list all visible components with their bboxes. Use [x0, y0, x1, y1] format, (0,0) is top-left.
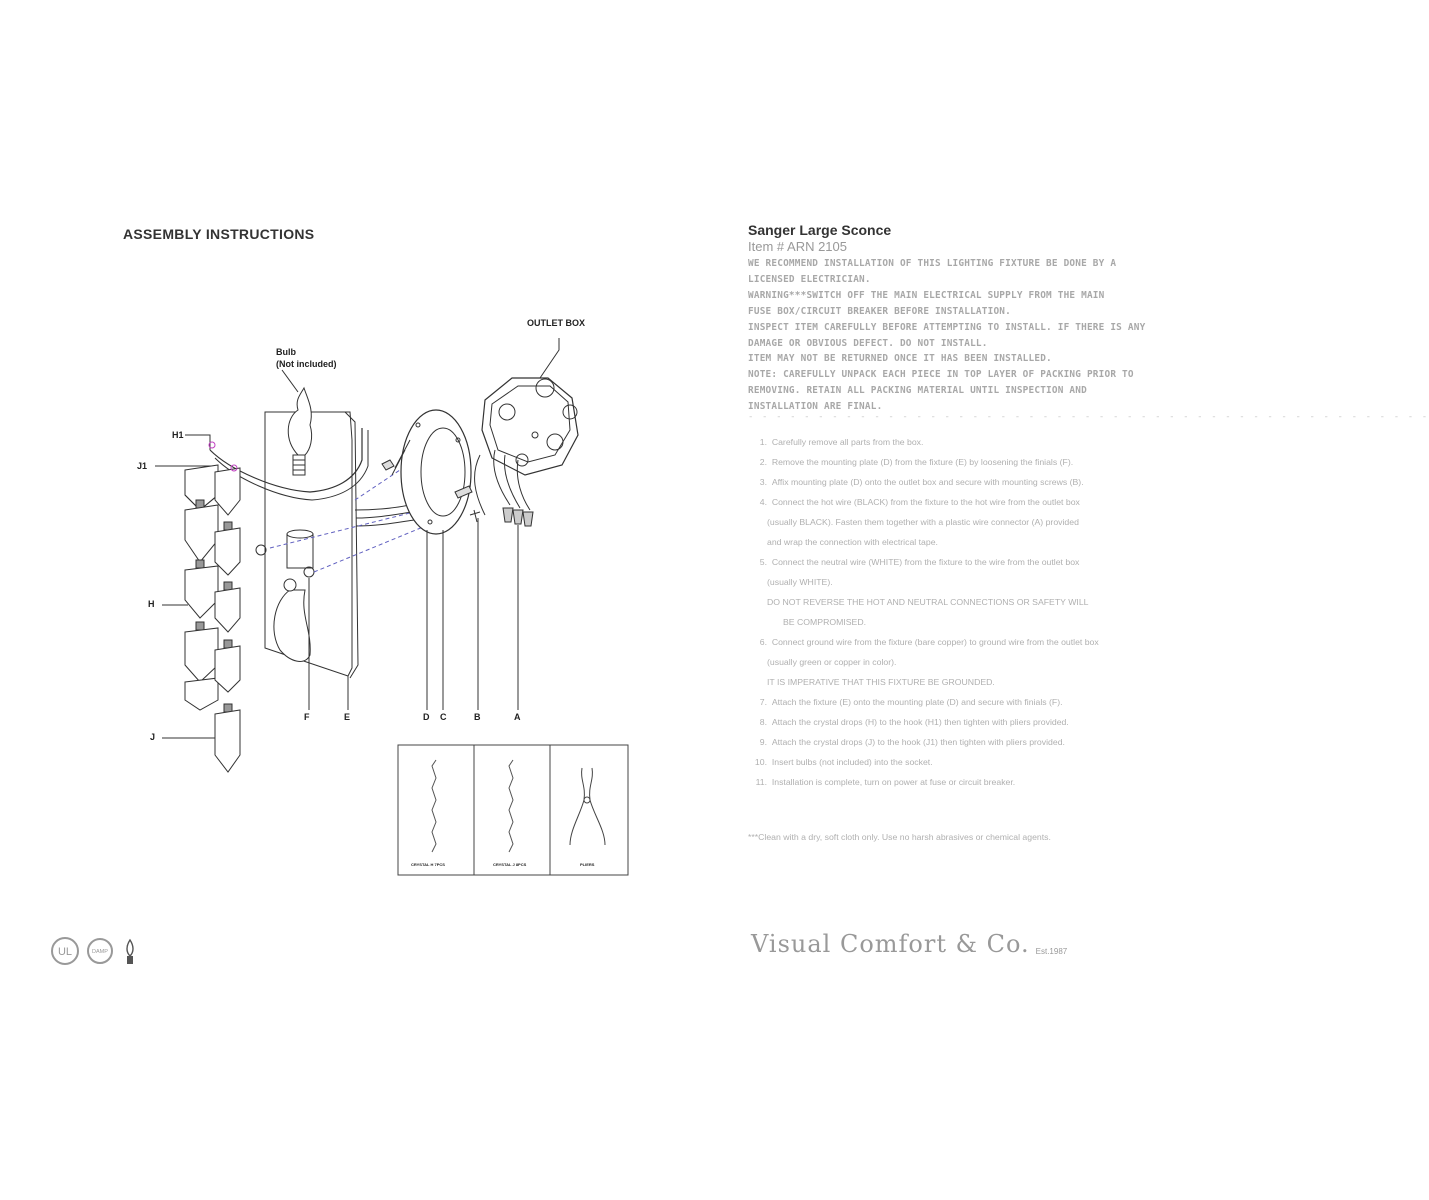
step-text: Attach the fixture (E) onto the mounting plate (D) and secure with finials (F).	[771, 697, 1063, 708]
step-text: Attach the crystal drops (J) to the hook (J1) then tighten with pliers provided.	[771, 737, 1065, 748]
step-text: Connect the neutral wire (WHITE) from the fixture to the wire from the outlet box	[771, 557, 1080, 568]
exploded-view-drawing	[100, 300, 640, 890]
brand-est: Est.1987	[1035, 947, 1068, 956]
step-number: 8.	[759, 717, 767, 728]
step-continuation: and wrap the connection with electrical tape.	[767, 537, 938, 548]
label-e: E	[344, 712, 351, 722]
warning-line: NOTE: CAREFULLY UNPACK EACH PIECE IN TOP LAYER OF PACKING PRIOR TO	[748, 369, 1134, 381]
step-item	[748, 712, 1188, 732]
step-number: 10.	[754, 757, 767, 768]
ul-text: UL	[57, 946, 73, 958]
cleaning-note: ***Clean with a dry, soft cloth only. Use no harsh abrasives or chemical agents.	[748, 832, 1051, 843]
label-c: C	[440, 712, 447, 722]
step-number: 7.	[759, 697, 767, 708]
assembly-diagram	[100, 300, 640, 890]
step-number: 5.	[759, 557, 767, 568]
step-number: 6.	[759, 637, 767, 648]
label-f: F	[304, 712, 310, 722]
damp-text: DAMP	[92, 949, 108, 955]
warning-line: WARNING***SWITCH OFF THE MAIN ELECTRICAL SUPPLY FROM THE MAIN	[748, 289, 1105, 301]
step-item	[748, 452, 1188, 472]
label-outlet-box: OUTLET BOX	[527, 318, 585, 328]
warning-line: LICENSED ELECTRICIAN.	[748, 273, 871, 285]
step-text: Insert bulbs (not included) into the socket.	[771, 757, 933, 768]
step-continuation: IT IS IMPERATIVE THAT THIS FIXTURE BE GROUNDED.	[767, 677, 995, 688]
step-number: 3.	[759, 477, 767, 488]
step-continuation: BE COMPROMISED.	[783, 617, 867, 628]
step-number: 1.	[759, 437, 767, 448]
item-number: Item # ARN 2105	[748, 239, 847, 254]
label-j1: J1	[137, 461, 148, 471]
label-a: A	[514, 712, 521, 722]
step-text: Attach the crystal drops (H) to the hook (H1) then tighten with pliers provided.	[771, 717, 1069, 728]
dashed-divider: - - - - - - - - - - - - - - - - - - - - - - - - - - - - - - - - - - - - - - - - - - - - - - - - -	[748, 412, 1429, 423]
warning-line: DAMAGE OR OBVIOUS DEFECT. DO NOT INSTALL.	[748, 337, 988, 349]
step-item	[748, 732, 1188, 752]
label-bulb: Bulb	[276, 347, 296, 357]
product-name: Sanger Large Sconce	[748, 222, 892, 238]
label-b: B	[474, 712, 481, 722]
step-item	[748, 632, 1188, 652]
step-continuation: (usually green or copper in color).	[767, 657, 897, 668]
crystal-chain-h	[185, 465, 218, 710]
parts-table	[398, 745, 628, 875]
step-item	[748, 552, 1188, 572]
brand-logo	[751, 930, 1067, 958]
label-h: H	[148, 599, 155, 609]
warning-line: INSPECT ITEM CAREFULLY BEFORE ATTEMPTING TO INSTALL. IF THERE IS ANY	[748, 321, 1146, 333]
part-crystal-j: CRYSTAL J 8PCS	[493, 862, 527, 867]
warnings-block	[748, 256, 1188, 415]
step-text: Connect ground wire from the fixture (bare copper) to ground wire from the outlet box	[771, 637, 1099, 648]
step-item	[748, 492, 1188, 512]
warning-line: FUSE BOX/CIRCUIT BREAKER BEFORE INSTALLATION.	[748, 305, 1011, 317]
step-item	[748, 772, 1188, 792]
step-number: 11.	[755, 777, 767, 788]
warning-line: ITEM MAY NOT BE RETURNED ONCE IT HAS BEEN INSTALLED.	[748, 353, 1052, 365]
step-number: 4.	[759, 497, 767, 508]
step-number: 2.	[759, 457, 767, 468]
step-item	[748, 692, 1188, 712]
step-number: 9.	[759, 737, 767, 748]
step-text: Carefully remove all parts from the box.	[771, 437, 924, 448]
step-text: Remove the mounting plate (D) from the fixture (E) by loosening the finials (F).	[771, 457, 1074, 468]
instructions-column	[748, 222, 1429, 843]
label-h1: H1	[172, 430, 184, 440]
step-text: Affix mounting plate (D) onto the outlet box and secure with mounting screws (B).	[771, 477, 1084, 488]
warning-line: WE RECOMMEND INSTALLATION OF THIS LIGHTING FIXTURE BE DONE BY A	[748, 258, 1117, 269]
step-item	[748, 472, 1188, 492]
warning-line: INSTALLATION ARE FINAL.	[748, 401, 883, 413]
label-d: D	[423, 712, 430, 722]
step-continuation: DO NOT REVERSE THE HOT AND NEUTRAL CONNECTIONS OR SAFETY WILL	[767, 597, 1089, 608]
label-j: J	[150, 732, 156, 742]
part-crystal-h: CRYSTAL H 7PCS	[411, 862, 445, 867]
step-continuation: (usually BLACK). Fasten them together with a plastic wire connector (A) provided	[767, 517, 1079, 528]
steps-list	[748, 432, 1188, 792]
crystal-chain-j	[215, 468, 240, 772]
brand-name: Visual Comfort & Co.	[751, 930, 1030, 958]
label-bulb-note: (Not included)	[276, 359, 337, 369]
bulb-icon	[127, 940, 133, 964]
step-item	[748, 752, 1188, 772]
damp-rated-icon	[88, 939, 112, 963]
step-item	[748, 432, 1188, 452]
step-continuation: (usually WHITE).	[767, 577, 833, 588]
step-text: Connect the hot wire (BLACK) from the fixture to the hot wire from the outlet box	[771, 497, 1080, 508]
part-pliers: PLIERS	[580, 862, 595, 867]
page-title: ASSEMBLY INSTRUCTIONS	[123, 226, 315, 242]
ul-listed-icon	[52, 938, 78, 964]
certification-icons	[50, 934, 150, 970]
step-text: Installation is complete, turn on power at fuse or circuit breaker.	[771, 777, 1016, 788]
warning-line: REMOVING. RETAIN ALL PACKING MATERIAL UNTIL INSPECTION AND	[748, 385, 1087, 397]
